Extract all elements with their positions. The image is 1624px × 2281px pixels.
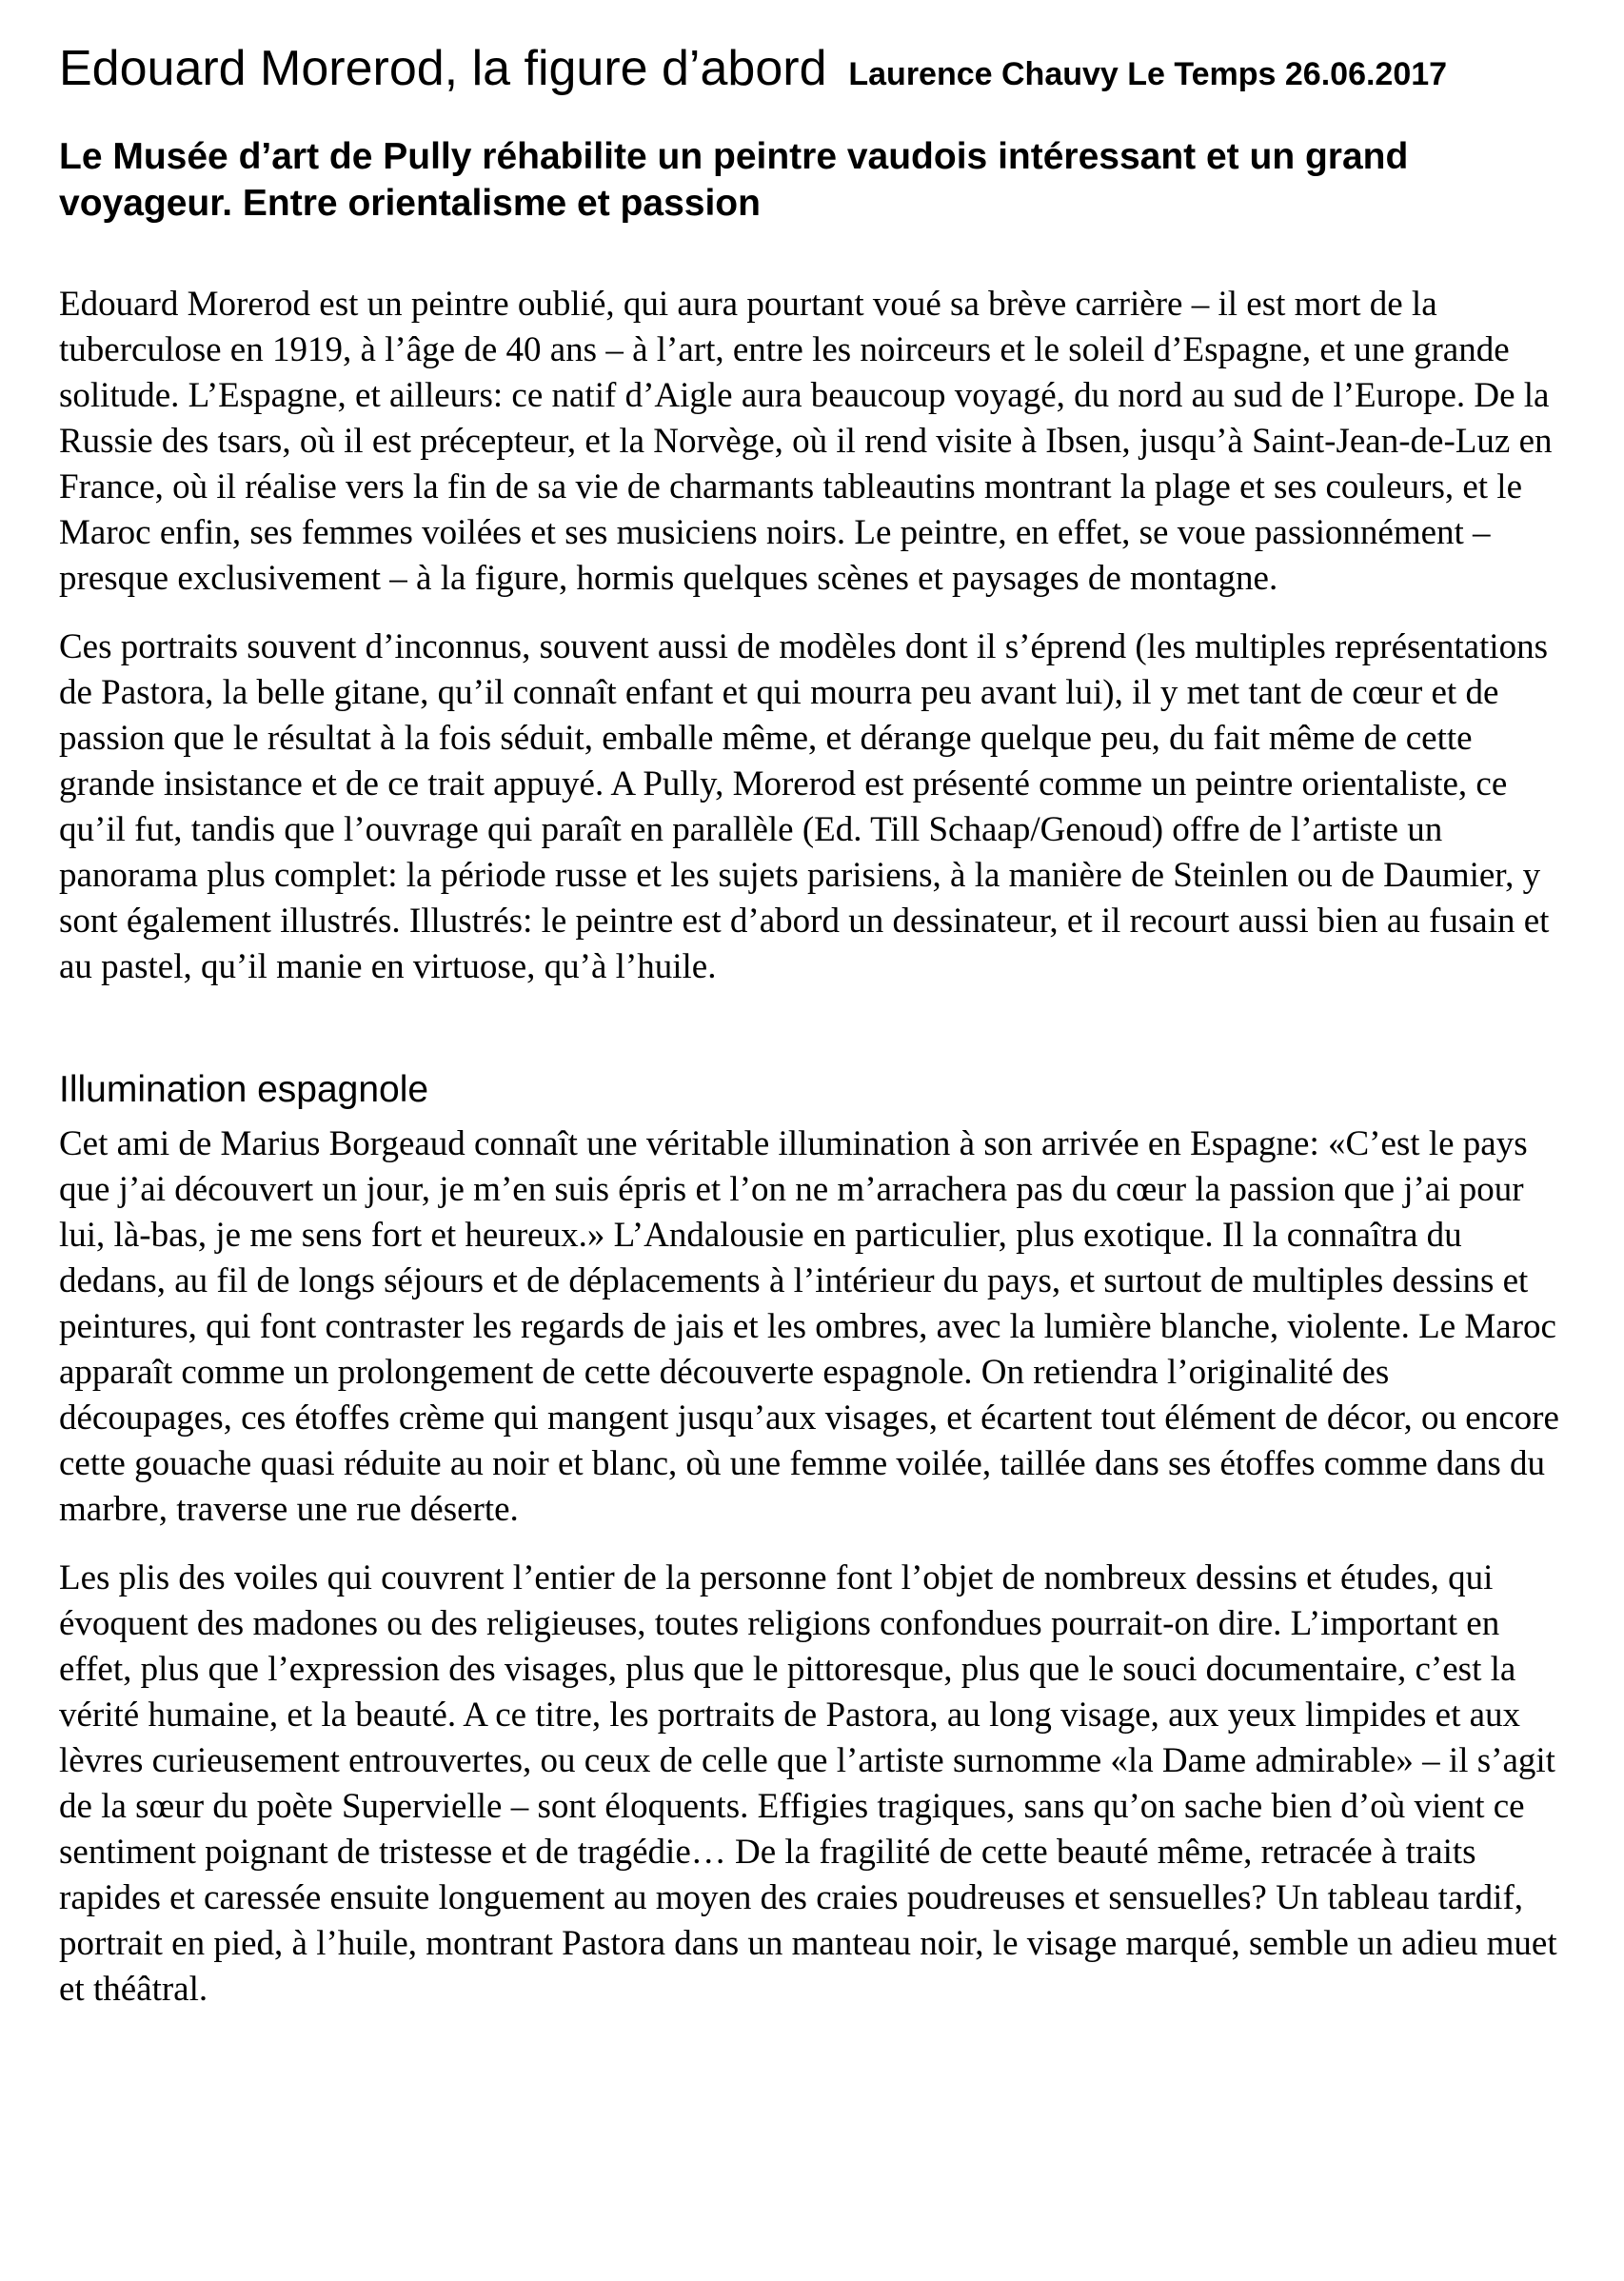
section-paragraph-2: Les plis des voiles qui couvrent l’entier de la personne font l’objet de nombreux dessins et études, qui évoquent des madones ou des religieuses, toutes religions confondues pourrait-on dire. L’important en effet, plus que l’expression des visages, plus que le pittoresque, plus que le souci documentaire, c’est la vérité humaine, et la beauté. A ce titre, les portraits de Pastora, au long visage, aux yeux limpides et aux lèvres curieusement entrouvertes, ou ceux de celle que l’artiste surnomme «la Dame admirable» – il s’agit de la sœur du poète Supervielle – sont éloquents. Effigies tragiques, sans qu’on sache bien d’où vient ce sentiment poignant de tristesse et de tragédie… De la fragilité de cette beauté même, retracée à traits rapides et caressée ensuite longuement au moyen des craies poudreuses et sensuelles? Un tableau tardif, portrait en pied, à l’huile, montrant Pastora dans un manteau noir, le visage marqué, semble un adieu muet et théâtral. xyxy=(59,1558,1557,2009)
article-subtitle: Le Musée d’art de Pully réhabilite un peintre vaudois intéressant et un grand voyageur. Entre orientalisme et passion xyxy=(59,136,1409,224)
article-paragraph-2: Ces portraits souvent d’inconnus, souvent aussi de modèles dont il s’éprend (les multiples représentations de Pastora, la belle gitane, qu’il connaît enfant et qui mourra peu avant lui), il y met tant de cœur et de passion que le résultat à la fois séduit, emballe même, et dérange quelque peu, du fait même de cette grande insistance et de ce trait appuyé. A Pully, Morerod est présenté comme un peintre orientaliste, ce qu’il fut, tandis que l’ouvrage qui paraît en parallèle (Ed. Till Schaap/Genoud) offre de l’artiste un panorama plus complet: la période russe et les sujets parisiens, à la manière de Steinlen ou de Daumier, y sont également illustrés. Illustrés: le peintre est d’abord un dessinateur, et il recourt aussi bien au fusain et au pastel, qu’il manie en virtuose, qu’à l’huile. xyxy=(59,627,1550,986)
section-paragraph-1: Cet ami de Marius Borgeaud connaît une véritable illumination à son arrivée en Espagne: «C’est le pays que j’ai découvert un jour, je m’en suis épris et l’on ne m’arrachera pas du cœur la passion que j’ai pour lui, là-bas, je me sens fort et heureux.» L’Andalousie en particulier, plus exotique. Il la connaîtra du dedans, au fil de longs séjours et de déplacements à l’intérieur du pays, et surtout de multiples dessins et peintures, qui font contraster les regards de jais et les ombres, avec la lumière blanche, violente. Le Maroc apparaît comme un prolongement de cette découverte espagnole. On retiendra l’originalité des découpages, ces étoffes crème qui mangent jusqu’aux visages, et écartent tout élément de décor, ou encore cette gouache quasi réduite au noir et blanc, où une femme voilée, taillée dans ses étoffes comme dans du marbre, traverse une rue déserte. xyxy=(59,1124,1559,1529)
article xyxy=(59,38,1573,2013)
article-paragraph-1: Edouard Morerod est un peintre oublié, qui aura pourtant voué sa brève carrière – il est mort de la tuberculose en 1919, à l’âge de 40 ans – à l’art, entre les noirceurs et le soleil d’Espagne, et une grande solitude. L’Espagne, et ailleurs: ce natif d’Aigle aura beaucoup voyagé, du nord au sud de l’Europe. De la Russie des tsars, où il est précepteur, et la Norvège, où il rend visite à Ibsen, jusqu’à Saint-Jean-de-Luz en France, où il réalise vers la fin de sa vie de charmants tableautins montrant la plage et ses couleurs, et le Maroc enfin, ses femmes voilées et ses musiciens noirs. Le peintre, en effet, se voue passionnément – presque exclusivement – à la figure, hormis quelques scènes et paysages de montagne. xyxy=(59,285,1553,598)
article-title: Edouard Morerod, la figure d’abord xyxy=(59,41,827,96)
article-header xyxy=(59,38,1573,105)
article-byline: Laurence Chauvy Le Temps 26.06.2017 xyxy=(848,56,1448,92)
section-heading: Illumination espagnole xyxy=(59,1069,429,1110)
